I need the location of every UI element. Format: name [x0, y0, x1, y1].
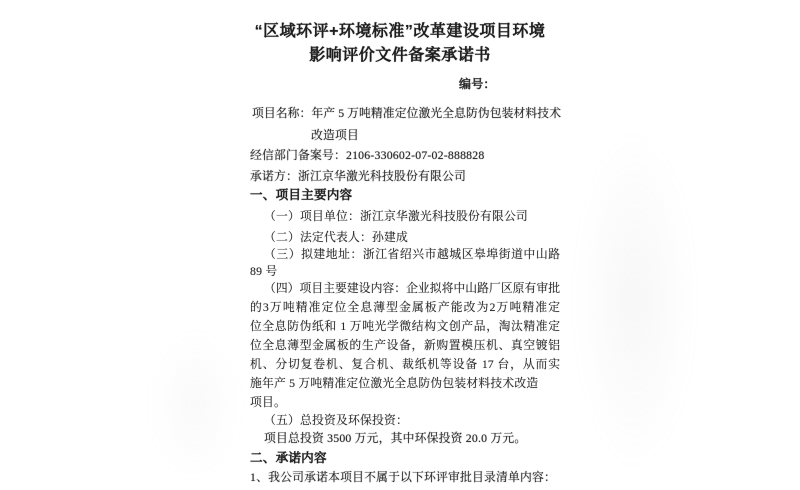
section1-item2-legal-representative: （二）法定代表人：孙建成: [264, 230, 408, 244]
section1-item3-address-line1: （三）拟建地址：浙江省绍兴市越城区皋埠街道中山路: [264, 247, 560, 261]
section1-item4-construction-line4: 位全息薄型金属板的生产设备，新购置模压机、真空镀铝: [250, 338, 560, 352]
section1-item4-construction-line1: （四）项目主要建设内容：企业拟将中山路厂区原有审批: [264, 281, 560, 295]
section1-item4-construction-line7: 项目。: [250, 395, 286, 409]
scan-artifact: [575, 130, 695, 470]
section1-heading: 一、项目主要内容: [250, 188, 353, 202]
section1-item4-construction-line3: 位全息防伪纸和 1 万吨光学微结构文创产品，淘汰精准定: [250, 319, 560, 333]
project-name-line: 项目名称：年产 5 万吨精准定位激光全息防伪包装材料技术: [252, 106, 561, 120]
promisor-line: 承诺方：浙江京华激光科技股份有限公司: [250, 169, 466, 183]
section1-item1-project-unit: （一）项目单位：浙江京华激光科技股份有限公司: [264, 209, 528, 223]
section1-item4-construction-line2: 的3万吨精准定位全息薄型金属板产能改为2万吨精准定: [250, 300, 560, 314]
investment-amount-line: 项目总投资 3500 万元，其中环保投资 20.0 万元。: [264, 431, 527, 445]
doc-title-line1: “区域环评+环境标准”改革建设项目环境: [254, 23, 546, 40]
section2-heading: 二、承诺内容: [250, 451, 327, 465]
doc-title-line2: 影响评价文件备案承诺书: [309, 47, 491, 64]
section2-item1-commitment-line: 1、我公司承诺本项目不属于以下环评审批目录清单内容：: [250, 470, 557, 484]
section1-item4-construction-line6: 施年产 5 万吨精准定位激光全息防伪包装材料技术改造: [250, 376, 539, 390]
section1-item3-address-line2: 89 号: [250, 264, 278, 278]
section1-item5-investment-heading: （五）总投资及环保投资：: [264, 413, 408, 427]
record-number-line: 经信部门备案号：2106-330602-07-02-888828: [250, 148, 485, 162]
section1-item4-construction-line5: 机、分切复卷机、复合机、裁纸机等设备 17 台，从而实: [250, 357, 560, 371]
serial-number-label: 编号：: [459, 77, 496, 91]
scan-artifact: [150, 330, 240, 480]
project-name-wrap-line: 改造项目: [311, 128, 359, 142]
